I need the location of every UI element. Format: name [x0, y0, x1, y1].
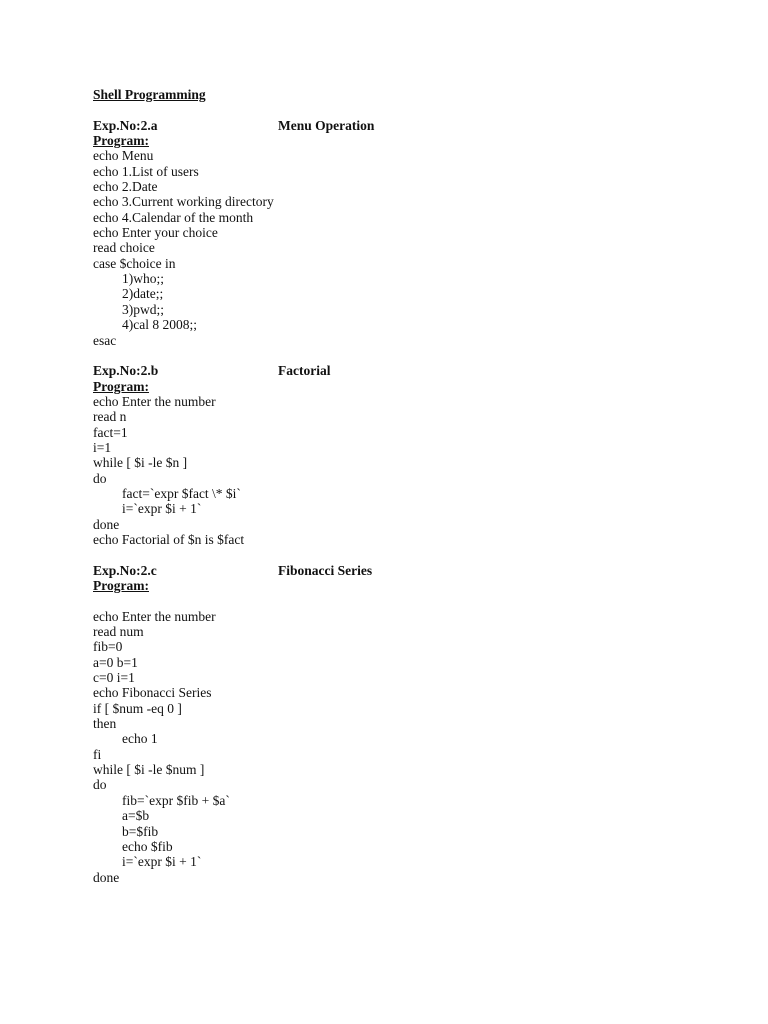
experiment-number: Exp.No:2.a [93, 117, 158, 133]
code-line: then [93, 716, 117, 732]
code-line: while [ $i -le $num ] [93, 762, 205, 778]
code-line: echo $fib [122, 838, 173, 854]
code-line: esac [93, 332, 117, 348]
code-line: echo 2.Date [93, 179, 158, 195]
code-line: fib=`expr $fib + $a` [122, 792, 230, 808]
program-section [93, 563, 713, 885]
experiment-title: Fibonacci Series [278, 562, 373, 578]
code-line: read choice [93, 240, 155, 256]
program-section [93, 363, 713, 562]
program-label: Program: [93, 578, 149, 593]
code-line: a=$b [122, 808, 150, 824]
code-line: 1)who;; [122, 271, 164, 287]
spacer [93, 102, 713, 117]
experiment-title: Factorial [278, 363, 331, 379]
spacer [93, 348, 713, 363]
document-page [93, 87, 713, 885]
program-label: Program: [93, 378, 149, 394]
code-line: echo 1 [122, 731, 158, 747]
program-section [93, 118, 713, 364]
code-line: echo 4.Calendar of the month [93, 209, 254, 225]
experiment-number: Exp.No:2.b [93, 363, 159, 379]
code-line: read num [93, 624, 144, 640]
code-line: 3)pwd;; [122, 301, 164, 317]
sections-container [93, 118, 713, 885]
code-line: i=`expr $i + 1` [122, 854, 202, 870]
experiment-number: Exp.No:2.c [93, 562, 157, 578]
code-line: read n [93, 409, 127, 425]
code-line: i=1 [93, 439, 112, 455]
code-line: echo Enter your choice [93, 225, 218, 241]
experiment-header [93, 118, 713, 133]
code-line: i=`expr $i + 1` [122, 501, 202, 517]
code-line: echo Fibonacci Series [93, 685, 212, 701]
program-label: Program: [93, 133, 149, 149]
code-line: do [93, 777, 107, 793]
code-line: echo Menu [93, 148, 154, 164]
document-title: Shell Programming [93, 87, 206, 102]
spacer [93, 547, 713, 562]
code-line: do [93, 470, 107, 486]
code-line: c=0 i=1 [93, 670, 135, 686]
code-line: 4)cal 8 2008;; [122, 317, 197, 333]
code-line: echo Enter the number [93, 608, 216, 624]
code-line: echo 3.Current working directory [93, 194, 274, 210]
code-line: case $choice in [93, 255, 176, 271]
code-line: done [93, 516, 120, 532]
code-line: echo Factorial of $n is $fact [93, 531, 245, 547]
code-line: fib=0 [93, 639, 123, 655]
experiment-title: Menu Operation [278, 117, 375, 133]
code-line: fact=`expr $fact \* $i` [122, 485, 241, 501]
code-line: a=0 b=1 [93, 654, 138, 670]
code-line: fi [93, 746, 102, 762]
experiment-header [93, 363, 713, 378]
spacer [93, 593, 713, 608]
code-line: echo 1.List of users [93, 163, 199, 179]
code-line: b=$fib [122, 823, 159, 839]
code-line: fact=1 [93, 424, 128, 440]
code-line: if [ $num -eq 0 ] [93, 700, 182, 716]
code-line: done [93, 869, 120, 885]
code-line: while [ $i -le $n ] [93, 455, 188, 471]
code-line: echo Enter the number [93, 393, 216, 409]
experiment-header [93, 563, 713, 578]
code-line: 2)date;; [122, 286, 164, 302]
